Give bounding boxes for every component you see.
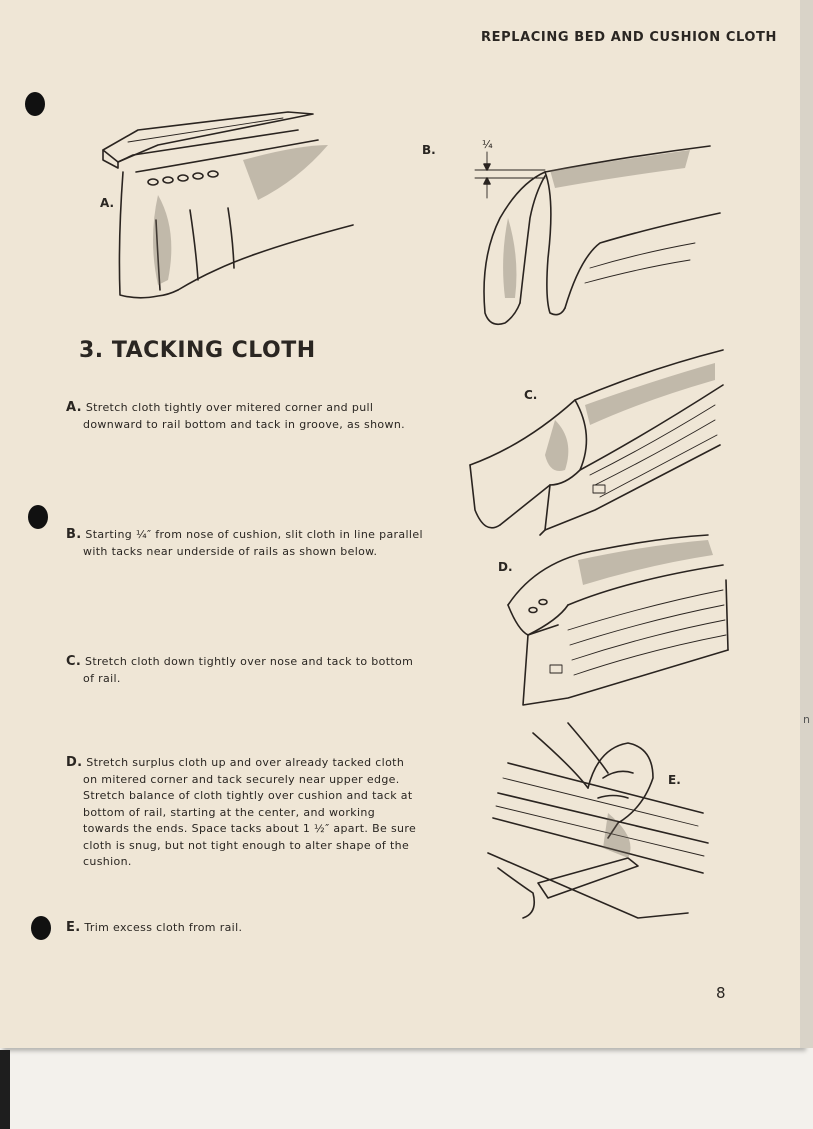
running-header: REPLACING BED AND CUSHION CLOTH xyxy=(481,30,777,45)
page-number: 8 xyxy=(716,984,726,1002)
step-c xyxy=(66,654,426,687)
binding-spine xyxy=(0,1050,10,1129)
figure-b-dimension: ¼ xyxy=(482,138,493,151)
figure-b-label: B. xyxy=(422,143,436,157)
step-c-letter: C. xyxy=(66,654,82,669)
step-e xyxy=(66,920,426,937)
step-d xyxy=(66,755,421,871)
step-d-text: Stretch surplus cloth up and over already tacked cloth on mitered corner and tack securely near upper edge. Stretch balance of cloth tightly over cushion and tack at bottom of rail, starting at the center, and working towards the ends. Space tacks about 1 ½″ apart. Be sure cloth is snug, but not tight enough to alter shape of the cushion. xyxy=(83,756,417,868)
figure-d-illustration xyxy=(498,530,738,715)
figure-a-label: A. xyxy=(100,196,115,210)
figure-b-illustration xyxy=(470,138,730,338)
binder-hole-middle xyxy=(28,505,48,529)
step-a-text: Stretch cloth tightly over mitered corner and pull downward to rail bottom and tack in groove, as shown. xyxy=(83,401,406,431)
page-edge xyxy=(800,0,813,1048)
step-b xyxy=(66,527,426,560)
step-e-letter: E. xyxy=(66,920,81,935)
step-b-letter: B. xyxy=(66,527,82,542)
step-c-text: Stretch cloth down tightly over nose and tack to bottom of rail. xyxy=(83,655,414,685)
step-e-text: Trim excess cloth from rail. xyxy=(84,921,243,934)
figure-e-illustration xyxy=(478,718,718,923)
figure-c-label: C. xyxy=(524,388,538,402)
edge-text: n xyxy=(803,713,810,726)
step-d-letter: D. xyxy=(66,755,83,770)
figure-d-label: D. xyxy=(498,560,513,574)
figure-a-illustration xyxy=(98,100,368,310)
binder-hole-bottom xyxy=(31,916,51,940)
step-b-text: Starting ¼″ from nose of cushion, slit cloth in line parallel with tacks near underside of rails as shown below. xyxy=(83,528,423,558)
step-a xyxy=(66,400,426,433)
section-title: 3. TACKING CLOTH xyxy=(79,338,316,363)
figure-e-label: E. xyxy=(668,773,681,787)
binder-hole-top xyxy=(25,92,45,116)
figure-c-illustration xyxy=(465,345,735,545)
step-a-letter: A. xyxy=(66,400,82,415)
